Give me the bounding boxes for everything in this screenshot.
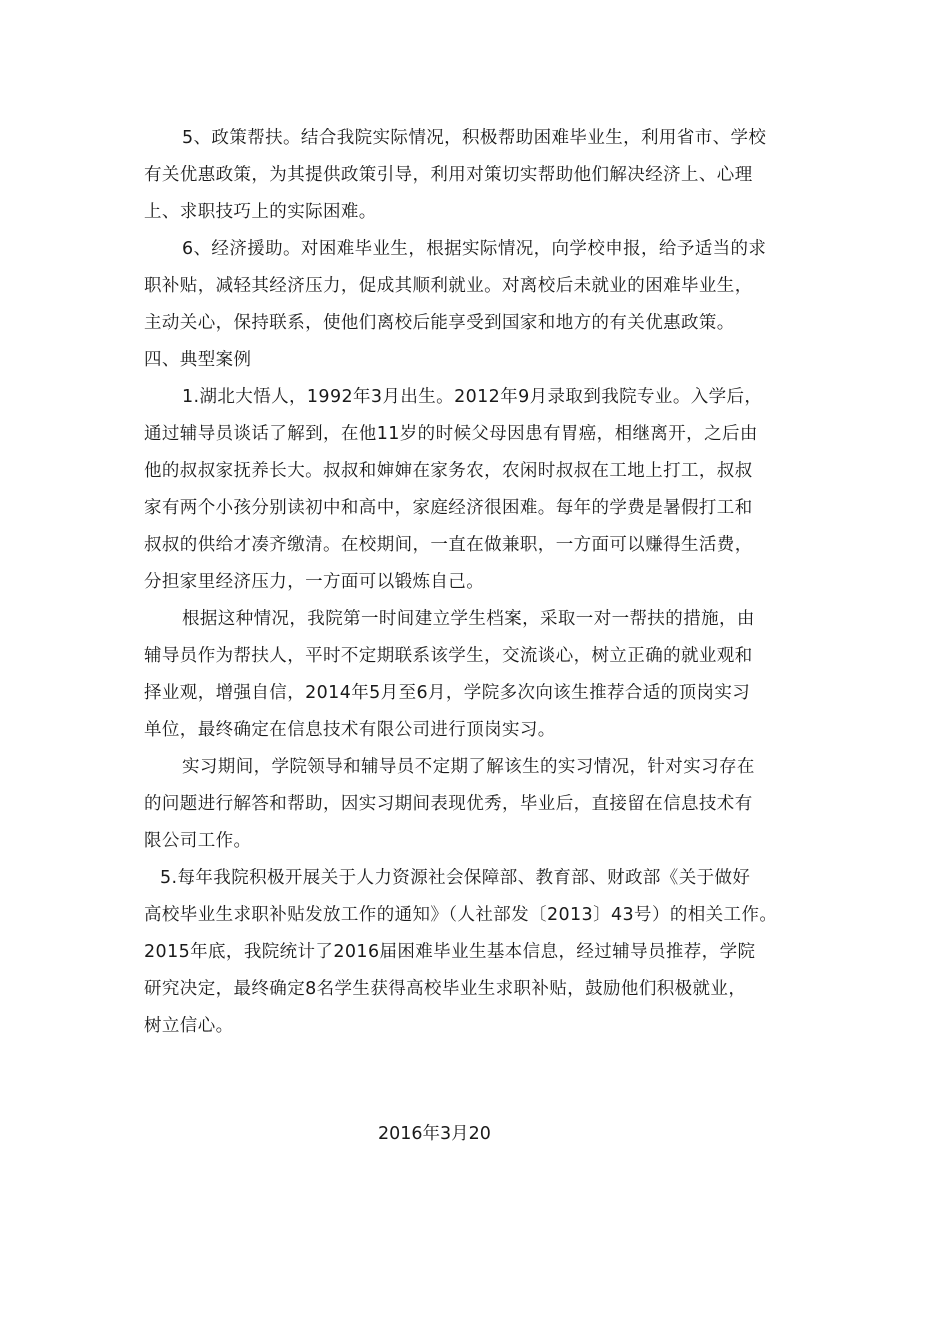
paragraph-policy-line-1: 5、政策帮扶。结合我院实际情况，积极帮助困难毕业生，利用省市、学校 — [182, 128, 767, 148]
paragraph-subsidy-line-4: 研究决定，最终确定8名学生获得高校毕业生求职补贴，鼓励他们积极就业， — [144, 979, 747, 999]
paragraph-economic-line-3: 主动关心，保持联系，使他们离校后能享受到国家和地方的有关优惠政策。 — [144, 313, 735, 333]
paragraph-case1-line-1: 1.湖北大悟人，1992年3月出生。2012年9月录取到我院专业。入学后， — [182, 387, 763, 407]
paragraph-policy-line-3: 上、求职技巧上的实际困难。 — [144, 202, 377, 222]
paragraph-measures-line-3: 择业观，增强自信，2014年5月至6月，学院多次向该生推荐合适的顶岗实习 — [144, 683, 751, 703]
paragraph-case1-line-6: 分担家里经济压力，一方面可以锻炼自己。 — [144, 572, 485, 592]
paragraph-internship-line-2: 的问题进行解答和帮助，因实习期间表现优秀，毕业后，直接留在信息技术有 — [144, 794, 753, 814]
paragraph-measures-line-4: 单位，最终确定在信息技术有限公司进行顶岗实习。 — [144, 720, 556, 740]
document-date: 2016年3月20 — [378, 1124, 491, 1144]
paragraph-policy-line-2: 有关优惠政策，为其提供政策引导，利用对策切实帮助他们解决经济上、心理 — [144, 165, 753, 185]
paragraph-case1-line-2: 通过辅导员谈话了解到，在他11岁的时候父母因患有胃癌，相继离开，之后由 — [144, 424, 758, 444]
paragraph-internship-line-1: 实习期间，学院领导和辅导员不定期了解该生的实习情况，针对实习存在 — [182, 757, 755, 777]
paragraph-subsidy-line-3: 2015年底，我院统计了2016届困难毕业生基本信息，经过辅导员推荐，学院 — [144, 942, 756, 962]
paragraph-internship-line-3: 限公司工作。 — [144, 831, 252, 851]
paragraph-case1-line-5: 叔叔的供给才凑齐缴清。在校期间，一直在做兼职，一方面可以赚得生活费， — [144, 535, 753, 555]
paragraph-measures-line-1: 根据这种情况，我院第一时间建立学生档案，采取一对一帮扶的措施，由 — [182, 609, 755, 629]
paragraph-case1-line-3: 他的叔叔家抚养长大。叔叔和婶婶在家务农，农闲时叔叔在工地上打工，叔叔 — [144, 461, 753, 481]
paragraph-economic-line-2: 职补贴，减轻其经济压力，促成其顺利就业。对离校后未就业的困难毕业生， — [144, 276, 753, 296]
paragraph-economic-line-1: 6、经济援助。对困难毕业生，根据实际情况，向学校申报，给予适当的求 — [182, 239, 767, 259]
paragraph-measures-line-2: 辅导员作为帮扶人，平时不定期联系该学生，交流谈心，树立正确的就业观和 — [144, 646, 753, 666]
section-heading-cases: 四、典型案例 — [144, 350, 252, 370]
paragraph-subsidy-line-2: 高校毕业生求职补贴发放工作的通知》（人社部发〔2013〕43号）的相关工作。 — [144, 905, 778, 925]
paragraph-case1-line-4: 家有两个小孩分别读初中和高中，家庭经济很困难。每年的学费是暑假打工和 — [144, 498, 753, 518]
paragraph-subsidy-line-5: 树立信心。 — [144, 1016, 234, 1036]
paragraph-subsidy-line-1: 5.每年我院积极开展关于人力资源社会保障部、教育部、财政部《关于做好 — [160, 868, 751, 888]
